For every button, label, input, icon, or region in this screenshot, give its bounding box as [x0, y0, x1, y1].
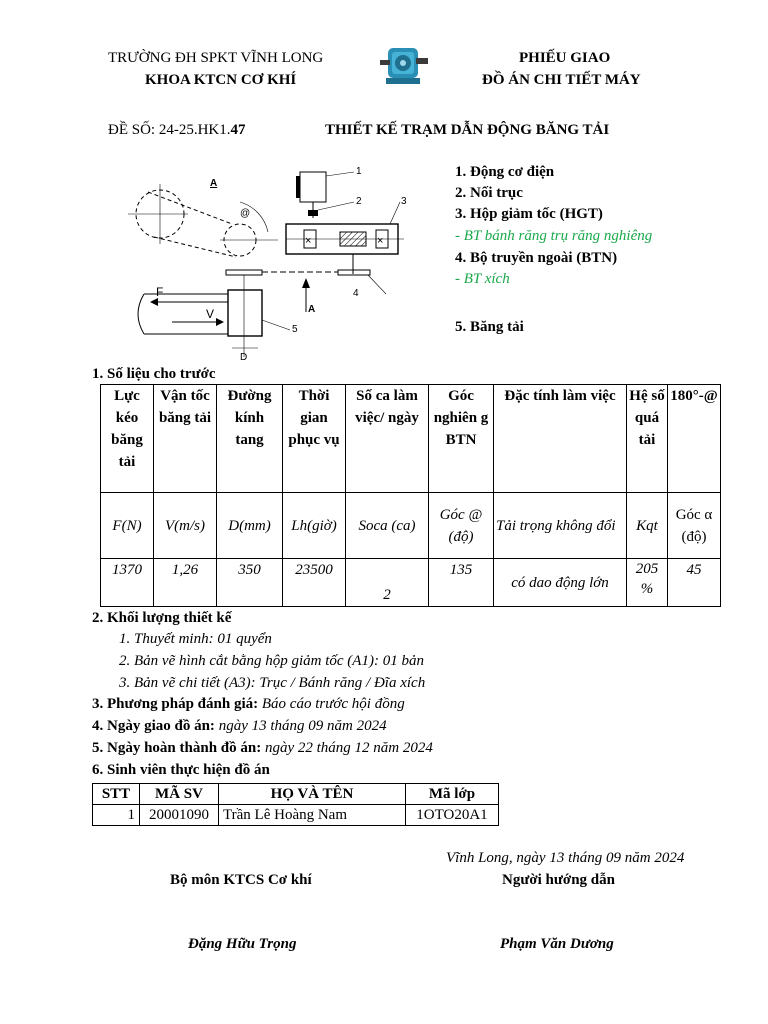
- place-date: Vĩnh Long, ngày 13 tháng 09 năm 2024: [446, 850, 685, 866]
- spec-header-angle: Góc nghiên g BTN: [429, 385, 494, 493]
- spec-header-shifts: Số ca làm việc/ ngày: [346, 385, 429, 493]
- student-table: [92, 783, 499, 826]
- spec-unit-force: F(N): [101, 493, 154, 559]
- department-signer: Đặng Hữu Trọng: [188, 936, 297, 952]
- student-stt: 1: [93, 805, 140, 826]
- section2-title: 2. Khối lượng thiết kế: [92, 610, 232, 626]
- spec-unit-angle: Góc @ (độ): [429, 493, 494, 559]
- spec-value-velocity: 1,26: [154, 559, 217, 607]
- spec-value-diameter: 350: [217, 559, 283, 607]
- section2-item-1: 1. Thuyết minh: 01 quyển: [119, 631, 272, 647]
- component-3-detail: - BT bánh răng trụ răng nghiêng: [455, 228, 653, 244]
- diagram-label-force: F: [156, 285, 164, 299]
- table-row: [93, 805, 499, 826]
- section1-title: 1. Số liệu cho trước: [92, 366, 216, 382]
- section5: [92, 740, 433, 757]
- section4-label: 4. Ngày giao đồ án:: [92, 718, 215, 734]
- section4: [92, 718, 387, 735]
- spec-value-angle: 135: [429, 559, 494, 607]
- student-class: 1OTO20A1: [406, 805, 499, 826]
- spec-value-row: [101, 559, 721, 607]
- spec-header-velocity: Vận tốc băng tải: [154, 385, 217, 493]
- spec-header-diameter: Đường kính tang: [217, 385, 283, 493]
- topic-number-value: 47: [230, 122, 246, 138]
- advisor-name: Phạm Văn Dương: [500, 936, 614, 952]
- section6-title: 6. Sinh viên thực hiện đồ án: [92, 762, 270, 778]
- spec-unit-load-type: Tải trọng không đổi: [494, 493, 627, 559]
- section2-item-2: 2. Bản vẽ hình cắt bằng hộp giảm tốc (A1): 01 bản: [119, 653, 424, 669]
- topic-number: [108, 122, 246, 139]
- spec-header-force: Lực kéo băng tải: [101, 385, 154, 493]
- component-5: 5. Băng tải: [455, 319, 524, 335]
- diagram-label-5: 5: [292, 324, 298, 335]
- component-2: 2. Nối trục: [455, 185, 523, 201]
- faculty-name: KHOA KTCN CƠ KHÍ: [145, 72, 297, 88]
- advisor-label: Người hướng dẫn: [502, 872, 615, 888]
- school-name: TRƯỜNG ĐH SPKT VĨNH LONG: [108, 50, 324, 66]
- diagram-cross-2: ×: [377, 235, 384, 247]
- section4-value: ngày 13 tháng 09 năm 2024: [214, 718, 387, 734]
- sheet-subtitle: ĐỒ ÁN CHI TIẾT MÁY: [482, 72, 641, 88]
- student-header-id: MÃ SV: [140, 784, 219, 805]
- component-3: 3. Hộp giảm tốc (HGT): [455, 206, 603, 222]
- spec-unit-overload: Kqt: [627, 493, 668, 559]
- diagram-label-view-a: A: [210, 178, 218, 189]
- diagram-label-diameter: D: [240, 352, 248, 362]
- spec-value-lifetime: 23500: [283, 559, 346, 607]
- student-header-stt: STT: [93, 784, 140, 805]
- diagram-label-4: 4: [353, 288, 359, 299]
- gearbox-logo-icon: [378, 40, 430, 88]
- diagram-cross-1: ×: [305, 235, 312, 247]
- spec-table: [100, 384, 721, 607]
- sheet-title: PHIẾU GIAO: [519, 50, 611, 66]
- spec-header-row: [101, 385, 721, 493]
- spec-unit-row: [101, 493, 721, 559]
- spec-unit-velocity: V(m/s): [154, 493, 217, 559]
- spec-header-load-type: Đặc tính làm việc: [494, 385, 627, 493]
- spec-header-overload: Hệ số quá tải: [627, 385, 668, 493]
- spec-value-shifts: 2: [346, 559, 429, 607]
- spec-header-lifetime: Thời gian phục vụ: [283, 385, 346, 493]
- topic-number-prefix: ĐỀ SỐ: 24-25.HK1.: [108, 122, 231, 138]
- department-label: Bộ môn KTCS Cơ khí: [170, 872, 312, 888]
- spec-unit-lifetime: Lh(giờ): [283, 493, 346, 559]
- diagram-label-velocity: V: [206, 307, 215, 321]
- student-id: 20001090: [140, 805, 219, 826]
- student-header-row: [93, 784, 499, 805]
- diagram-label-arrow-a: A: [308, 304, 316, 315]
- component-4: 4. Bộ truyền ngoài (BTN): [455, 250, 618, 266]
- spec-unit-alpha: Góc α (độ): [668, 493, 721, 559]
- section5-label: 5. Ngày hoàn thành đồ án:: [92, 740, 262, 756]
- component-4-detail: - BT xích: [455, 271, 510, 287]
- section3: [92, 696, 405, 713]
- spec-value-alpha: 45: [668, 559, 721, 607]
- component-1: 1. Động cơ điện: [455, 164, 555, 180]
- section3-value: Báo cáo trước hội đồng: [258, 696, 405, 712]
- spec-value-load-type: có dao động lớn: [494, 559, 627, 607]
- diagram-label-2: 2: [356, 196, 362, 207]
- spec-value-overload: 205 %: [627, 559, 668, 607]
- spec-unit-diameter: D(mm): [217, 493, 283, 559]
- section5-value: ngày 22 tháng 12 năm 2024: [261, 740, 433, 756]
- diagram-label-1: 1: [356, 166, 362, 177]
- drive-system-diagram: [128, 162, 413, 362]
- spec-unit-shifts: Soca (ca): [346, 493, 429, 559]
- spec-header-alpha: 180°-@: [668, 385, 721, 493]
- section3-label: 3. Phương pháp đánh giá:: [92, 696, 259, 712]
- section2-item-3: 3. Bản vẽ chi tiết (A3): Trục / Bánh răng / Đĩa xích: [119, 675, 426, 691]
- student-header-name: HỌ VÀ TÊN: [219, 784, 406, 805]
- student-header-class: Mã lớp: [406, 784, 499, 805]
- diagram-label-at: @: [240, 208, 251, 219]
- topic-title: THIẾT KẾ TRẠM DẪN ĐỘNG BĂNG TẢI: [325, 122, 610, 138]
- spec-value-force: 1370: [101, 559, 154, 607]
- diagram-label-3: 3: [401, 196, 407, 207]
- student-name: Trần Lê Hoàng Nam: [219, 805, 406, 826]
